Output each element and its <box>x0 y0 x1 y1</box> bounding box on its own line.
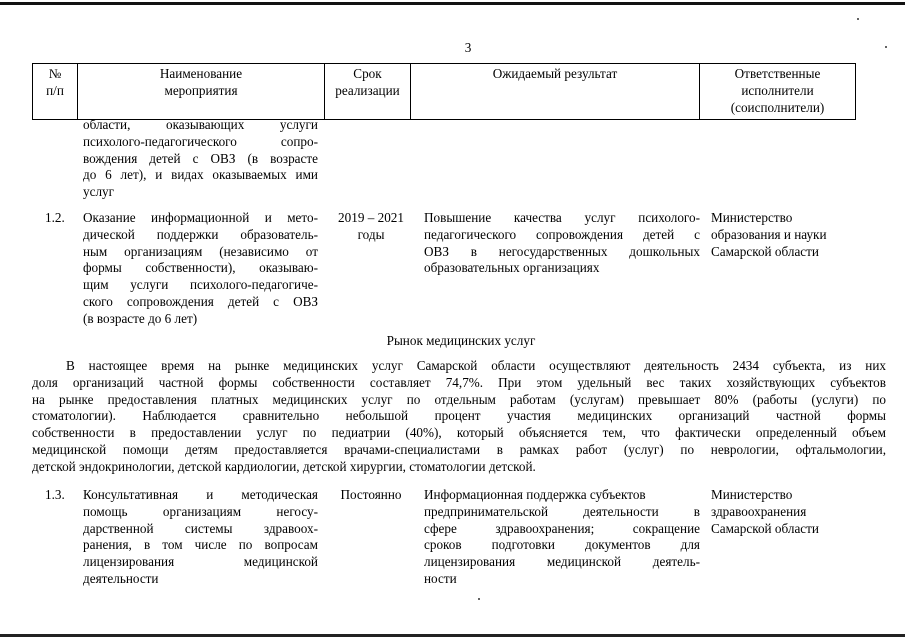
text-line: Повышение качества услуг психолого- <box>424 210 700 225</box>
text-line: вождения детей с ОВЗ (в возрасте <box>83 150 318 166</box>
header-text: Ответственные <box>734 66 821 81</box>
header-cell-term <box>325 64 411 120</box>
text-line: психолого-педагогического сопро- <box>83 133 318 149</box>
header-text: (соисполнители) <box>730 99 825 115</box>
text-line: собственности в предоставлении услуг по педиатрии (40%), который объясняется тем, что фактически определенный объем <box>32 425 886 441</box>
text-line: ранения, в том числе по вопросам <box>83 537 318 553</box>
text-line: Информационная поддержка субъектов <box>424 487 646 502</box>
header-text: Срок <box>353 66 382 81</box>
header-text: Наименование <box>159 66 243 81</box>
text-line: ным организациям (независимо от <box>83 243 318 259</box>
text-line: ности <box>424 570 457 586</box>
row-number: 1.3. <box>45 487 65 502</box>
text-line: Министерство <box>711 487 793 502</box>
header-text: исполнители <box>741 82 814 98</box>
header-text: Ожидаемый результат <box>492 66 618 81</box>
text-line: лицензирования медицинской деятель- <box>424 554 700 570</box>
text-line: здравоохранения <box>711 503 807 519</box>
continuation-name-cell <box>83 117 318 201</box>
text-line: образовательных организациях <box>424 260 600 276</box>
text-line: сроков подготовки документов для <box>424 537 700 553</box>
row-term-cell <box>328 210 414 244</box>
page-number: 3 <box>464 40 472 55</box>
text-line: медицинской помощи детям предоставляется врачами-специалистами в рамках работ (услуг) по неврологии, офтальмологии, <box>32 441 886 457</box>
header-text: реализации <box>335 82 400 98</box>
header-cell-result <box>411 64 700 120</box>
text-line: дарственной системы здравоох- <box>83 520 318 536</box>
text-line: дической поддержки образователь- <box>83 226 318 242</box>
text-line: деятельности <box>83 570 159 586</box>
row-responsible-cell <box>711 487 871 537</box>
scan-speck <box>478 598 480 600</box>
header-cell-name <box>78 64 325 120</box>
text-line: услуг <box>83 184 115 200</box>
text-line: Постоянно <box>340 487 402 502</box>
text-line: годы <box>357 226 385 242</box>
section-title: Рынок медицинских услуг <box>386 333 536 348</box>
text-line: на рынке предоставления платных медицинских услуг по отдельным работам (услугам) превышает 80% (работы (услуги) по <box>32 391 886 407</box>
text-line: области, оказывающих услуги <box>83 117 318 132</box>
row-name-cell <box>83 487 318 588</box>
table-header <box>32 63 856 120</box>
text-line: педагогического сопровождения детей с <box>424 226 700 242</box>
text-line: доля организаций частной формы собственности составляет 74,7%. При этом удельный вес таких хозяйствующих субъектов <box>32 374 886 390</box>
row-result-cell <box>424 487 700 588</box>
text-line: В настоящее время на рынке медицинских услуг Самарской области осуществляют деятельность 2434 субъекта, из них <box>66 358 886 373</box>
row-term-cell <box>328 487 414 504</box>
header-text: мероприятия <box>164 82 238 98</box>
scan-speck <box>885 46 887 48</box>
header-text: № <box>48 66 62 81</box>
header-text: п/п <box>46 82 64 98</box>
text-line: стоматологии). Наблюдается сравнительно небольшой процент участия медицинских организаций частной формы <box>32 408 886 424</box>
text-line: сфере здравоохранения; сокращение <box>424 520 700 536</box>
scan-speck <box>857 18 859 20</box>
header-cell-number <box>33 64 78 120</box>
row-result-cell <box>424 210 700 277</box>
body-paragraph <box>32 358 886 476</box>
text-line: лицензирования медицинской <box>83 554 318 570</box>
text-line: Консультативная и методическая <box>83 487 318 502</box>
text-line: предпринимательской деятельности в <box>424 503 700 519</box>
text-line: помощь организациям негосу- <box>83 503 318 519</box>
text-line: щим услуги психолого-педагогиче- <box>83 277 318 293</box>
text-line: (в возрасте до 6 лет) <box>83 310 198 326</box>
text-line: Самарской области <box>711 243 819 259</box>
text-line: ского сопровождения детей с ОВЗ <box>83 293 318 309</box>
text-line: образования и науки <box>711 226 827 242</box>
row-responsible-cell <box>711 210 871 260</box>
row-name-cell <box>83 210 318 328</box>
text-line: Оказание информационной и мето- <box>83 210 318 225</box>
text-line: формы собственности), оказываю- <box>83 260 318 276</box>
bottom-border-line <box>0 634 905 637</box>
text-line: 2019 – 2021 <box>338 210 404 225</box>
header-cell-responsible <box>700 64 856 120</box>
text-line: ОВЗ в негосударственных дошкольных <box>424 243 700 259</box>
text-line: Министерство <box>711 210 793 225</box>
top-border-line <box>0 2 905 5</box>
text-line: детской эндокринологии, детской кардиологии, детской хирургии, стоматологии детской. <box>32 458 536 474</box>
row-number: 1.2. <box>45 210 65 225</box>
text-line: Самарской области <box>711 520 819 536</box>
text-line: до 6 лет), и видах оказываемых ими <box>83 167 318 183</box>
